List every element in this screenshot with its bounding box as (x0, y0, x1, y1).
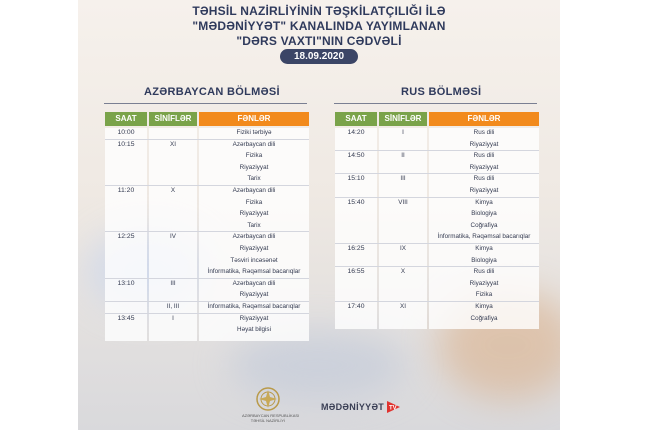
classes-cell: X (170, 187, 176, 194)
time-cell: 16:55 (347, 268, 365, 276)
subject-cell: Fiziki tərbiyə (236, 129, 272, 136)
classes-cell: III (400, 175, 406, 183)
column-header-time: SAAT (105, 112, 147, 126)
time-cell: 17:40 (347, 303, 365, 310)
row-separator (105, 313, 309, 314)
row-separator (105, 185, 309, 186)
title-line: "DƏRS VAXTI"NIN CƏDVƏLİ (236, 34, 402, 48)
classes-cell: X (400, 268, 406, 276)
time-cell: 11:20 (117, 187, 135, 194)
ministry-name-line: TƏHSİL NAZİRLİYİ (250, 418, 286, 423)
classes-cell: VIII (398, 198, 408, 206)
subject-cell: Azərbaycan dili (232, 140, 276, 148)
classes-cell: XI (400, 303, 406, 310)
subject-cell: Azərbaycan dili (232, 279, 276, 287)
section-title-russian: RUS BÖLMƏSİ (401, 86, 482, 98)
time-cell: 16:25 (347, 245, 365, 252)
classes-cell: II, III (166, 303, 180, 310)
time-cell: 10:15 (117, 140, 135, 148)
subject-cell: Azərbaycan dili (232, 187, 276, 194)
classes-cell: III (170, 279, 176, 287)
classes-cell: IV (170, 233, 176, 241)
column-header-subjects: FƏNLƏR (429, 112, 539, 126)
column-header-classes: SİNİFLƏR (149, 112, 197, 126)
row-separator (335, 266, 539, 267)
schedule-poster (78, 0, 560, 430)
row-separator (105, 139, 309, 140)
time-cell: 14:50 (347, 152, 365, 160)
tv-badge-label: TV (389, 405, 397, 412)
subject-cell: Rus dili (473, 152, 495, 160)
subject-cell: Fizika (475, 291, 493, 299)
time-cell: 15:40 (347, 198, 365, 206)
subject-cell: Kimya (475, 303, 493, 310)
classes-cell: I (172, 314, 174, 322)
subject-cell: Riyaziyyat (239, 314, 269, 322)
classes-cell: I (402, 129, 404, 136)
subject-cell: Riyaziyyat (239, 210, 269, 218)
row-separator (335, 197, 539, 198)
subject-cell: İnformatika, Rəqəmsal bacarıqlar (207, 268, 301, 276)
subject-cell: İnformatika, Rəqəmsal bacarıqlar (207, 303, 301, 310)
time-cell: 12:25 (117, 233, 135, 241)
column-header-subjects: FƏNLƏR (199, 112, 309, 126)
subject-cell: Fizika (245, 198, 263, 206)
subject-cell: Tarix (247, 221, 261, 229)
subject-cell: Riyaziyyat (469, 187, 499, 194)
classes-cell: II (401, 152, 405, 160)
tv-channel-name: MƏDƏNİYYƏT (321, 402, 385, 412)
column-header-classes: SİNİFLƏR (379, 112, 427, 126)
date-badge: 18.09.2020 (280, 49, 358, 64)
subject-cell: Kimya (475, 198, 493, 206)
subject-cell: Coğrafiya (470, 314, 498, 322)
subject-cell: Rus dili (473, 175, 495, 183)
subject-cell: Rus dili (473, 129, 495, 136)
subject-cell: Biologiya (471, 256, 497, 264)
subject-cell: Riyaziyyat (469, 279, 499, 287)
time-cell: 14:20 (347, 129, 365, 136)
section-title-azerbaijani: AZƏRBAYCAN BÖLMƏSİ (144, 86, 280, 98)
subject-cell: Riyaziyyat (239, 163, 269, 171)
emblem-icon (255, 386, 281, 412)
subject-cell: Riyaziyyat (239, 245, 269, 252)
subject-cell: Azərbaycan dili (232, 233, 276, 241)
subject-cell: Coğrafiya (470, 221, 498, 229)
subject-cell: Riyaziyyat (469, 163, 499, 171)
subject-cell: Riyaziyyat (469, 140, 499, 148)
row-separator (335, 173, 539, 174)
ministry-name-line: AZƏRBAYCAN RESPUBLİKASI (242, 413, 300, 418)
subject-cell: Rus dili (473, 268, 495, 276)
column-header-time: SAAT (335, 112, 377, 126)
subject-cell: Tarix (247, 175, 261, 183)
subject-cell: Həyat bilgisi (237, 326, 271, 334)
title-line: TƏHSİL NAZİRLİYİNİN TƏŞKİLATÇILIĞI İLƏ (192, 4, 446, 18)
classes-cell: XI (170, 140, 176, 148)
poster-title (78, 4, 560, 49)
tv-badge-icon (386, 400, 401, 414)
subject-cell: Fizika (245, 152, 263, 160)
subject-cell: Riyaziyyat (239, 291, 269, 299)
time-cell: 13:10 (117, 279, 135, 287)
row-separator (105, 278, 309, 279)
row-separator (335, 301, 539, 302)
subject-cell: Təsviri incəsənət (230, 256, 278, 264)
ministry-logo (242, 386, 300, 430)
classes-cell: IX (400, 245, 406, 252)
time-cell: 15:10 (347, 175, 365, 183)
time-cell: 13:45 (117, 314, 135, 322)
subject-cell: Kimya (475, 245, 493, 252)
ministry-name (242, 413, 300, 423)
subject-cell: Biologiya (471, 210, 497, 218)
row-separator (335, 150, 539, 151)
schedule-table-azerbaijani (105, 112, 309, 341)
section-divider (334, 103, 537, 104)
section-divider (104, 103, 307, 104)
row-separator (335, 243, 539, 244)
subject-cell: İnformatika, Rəqəmsal bacarıqlar (437, 233, 531, 241)
schedule-table-russian (335, 112, 539, 329)
time-cell: 10:00 (117, 129, 135, 136)
title-line: "MƏDƏNİYYƏT" KANALINDA YAYIMLANAN (192, 19, 446, 33)
row-separator (105, 231, 309, 232)
row-separator (105, 301, 309, 302)
tv-channel-logo (321, 398, 401, 416)
